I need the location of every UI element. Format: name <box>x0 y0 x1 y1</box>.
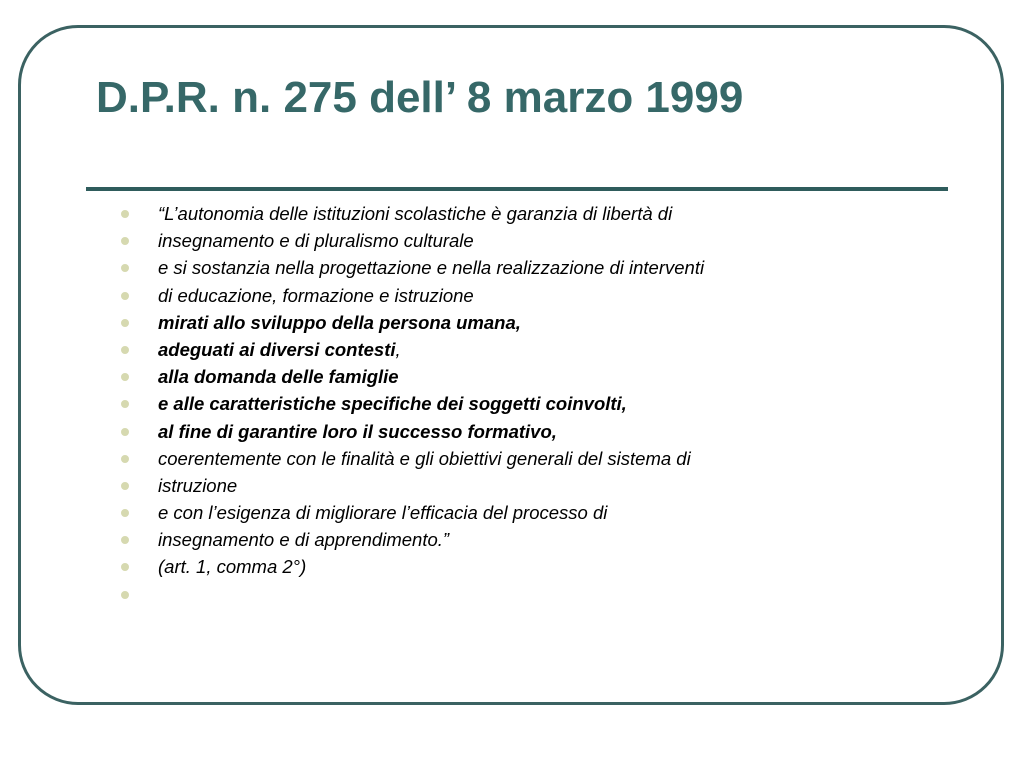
bullet-dot-icon <box>121 455 129 463</box>
bullet-dot-icon <box>121 536 129 544</box>
bullet-dot-icon <box>121 482 129 490</box>
bullet-item <box>118 227 938 254</box>
bullet-text: insegnamento e di apprendimento.” <box>158 529 450 551</box>
bullet-text: insegnamento e di pluralismo culturale <box>158 230 474 252</box>
bullet-dot-icon <box>121 509 129 517</box>
title-underline <box>86 187 948 191</box>
bullet-text-tail: , <box>395 338 401 360</box>
bullet-text-wrap <box>158 227 474 254</box>
bullet-text: alla domanda delle famiglie <box>158 366 399 388</box>
bullet-item <box>118 445 938 472</box>
bullet-dot-icon <box>121 264 129 272</box>
bullet-text-wrap <box>158 472 237 499</box>
bullet-item <box>118 499 938 526</box>
bullet-list <box>118 200 938 608</box>
bullet-text: e alle caratteristiche specifiche dei soggetti coinvolti, <box>158 393 627 415</box>
bullet-dot-icon <box>121 428 129 436</box>
bullet-text-wrap <box>158 390 627 417</box>
bullet-text-wrap <box>158 553 306 580</box>
bullet-text-wrap <box>158 309 521 336</box>
bullet-item <box>118 200 938 227</box>
bullet-item <box>118 526 938 553</box>
bullet-text: mirati allo sviluppo della persona umana, <box>158 311 521 333</box>
bullet-text-wrap <box>158 363 399 390</box>
bullet-text: e si sostanzia nella progettazione e nella realizzazione di interventi <box>158 257 705 279</box>
bullet-text: al fine di garantire loro il successo formativo, <box>158 420 557 442</box>
bullet-item <box>118 336 938 363</box>
bullet-dot-icon <box>121 292 129 300</box>
bullet-text-wrap <box>158 282 474 309</box>
bullet-item <box>118 418 938 445</box>
bullet-item <box>118 581 938 608</box>
slide-title: D.P.R. n. 275 dell’ 8 marzo 1999 <box>96 73 744 122</box>
bullet-text: di educazione, formazione e istruzione <box>158 284 474 306</box>
bullet-dot-icon <box>121 319 129 327</box>
bullet-dot-icon <box>121 563 129 571</box>
bullet-text: (art. 1, comma 2°) <box>158 556 307 578</box>
bullet-dot-icon <box>121 373 129 381</box>
bullet-dot-icon <box>121 210 129 218</box>
bullet-dot-icon <box>121 237 129 245</box>
bullet-dot-icon <box>121 591 129 599</box>
bullet-dot-icon <box>121 400 129 408</box>
bullet-item <box>118 553 938 580</box>
bullet-text: coerentemente con le finalità e gli obiettivi generali del sistema di <box>158 447 691 469</box>
bullet-item <box>118 390 938 417</box>
bullet-text: istruzione <box>158 474 238 496</box>
bullet-text-wrap <box>158 418 557 445</box>
bullet-text-wrap <box>158 254 704 281</box>
bullet-text-wrap <box>158 526 449 553</box>
bullet-text-wrap <box>158 336 401 363</box>
bullet-item <box>118 472 938 499</box>
bullet-item <box>118 363 938 390</box>
bullet-item <box>118 282 938 309</box>
bullet-text: e con l’esigenza di migliorare l’efficacia del processo di <box>158 502 608 524</box>
bullet-text-wrap <box>158 445 691 472</box>
bullet-item <box>118 254 938 281</box>
bullet-text: adeguati ai diversi contesti <box>158 338 396 360</box>
bullet-text-wrap <box>158 200 672 227</box>
bullet-item <box>118 309 938 336</box>
bullet-text-wrap <box>158 499 607 526</box>
bullet-dot-icon <box>121 346 129 354</box>
bullet-text: “L’autonomia delle istituzioni scolastiche è garanzia di libertà di <box>158 203 673 224</box>
